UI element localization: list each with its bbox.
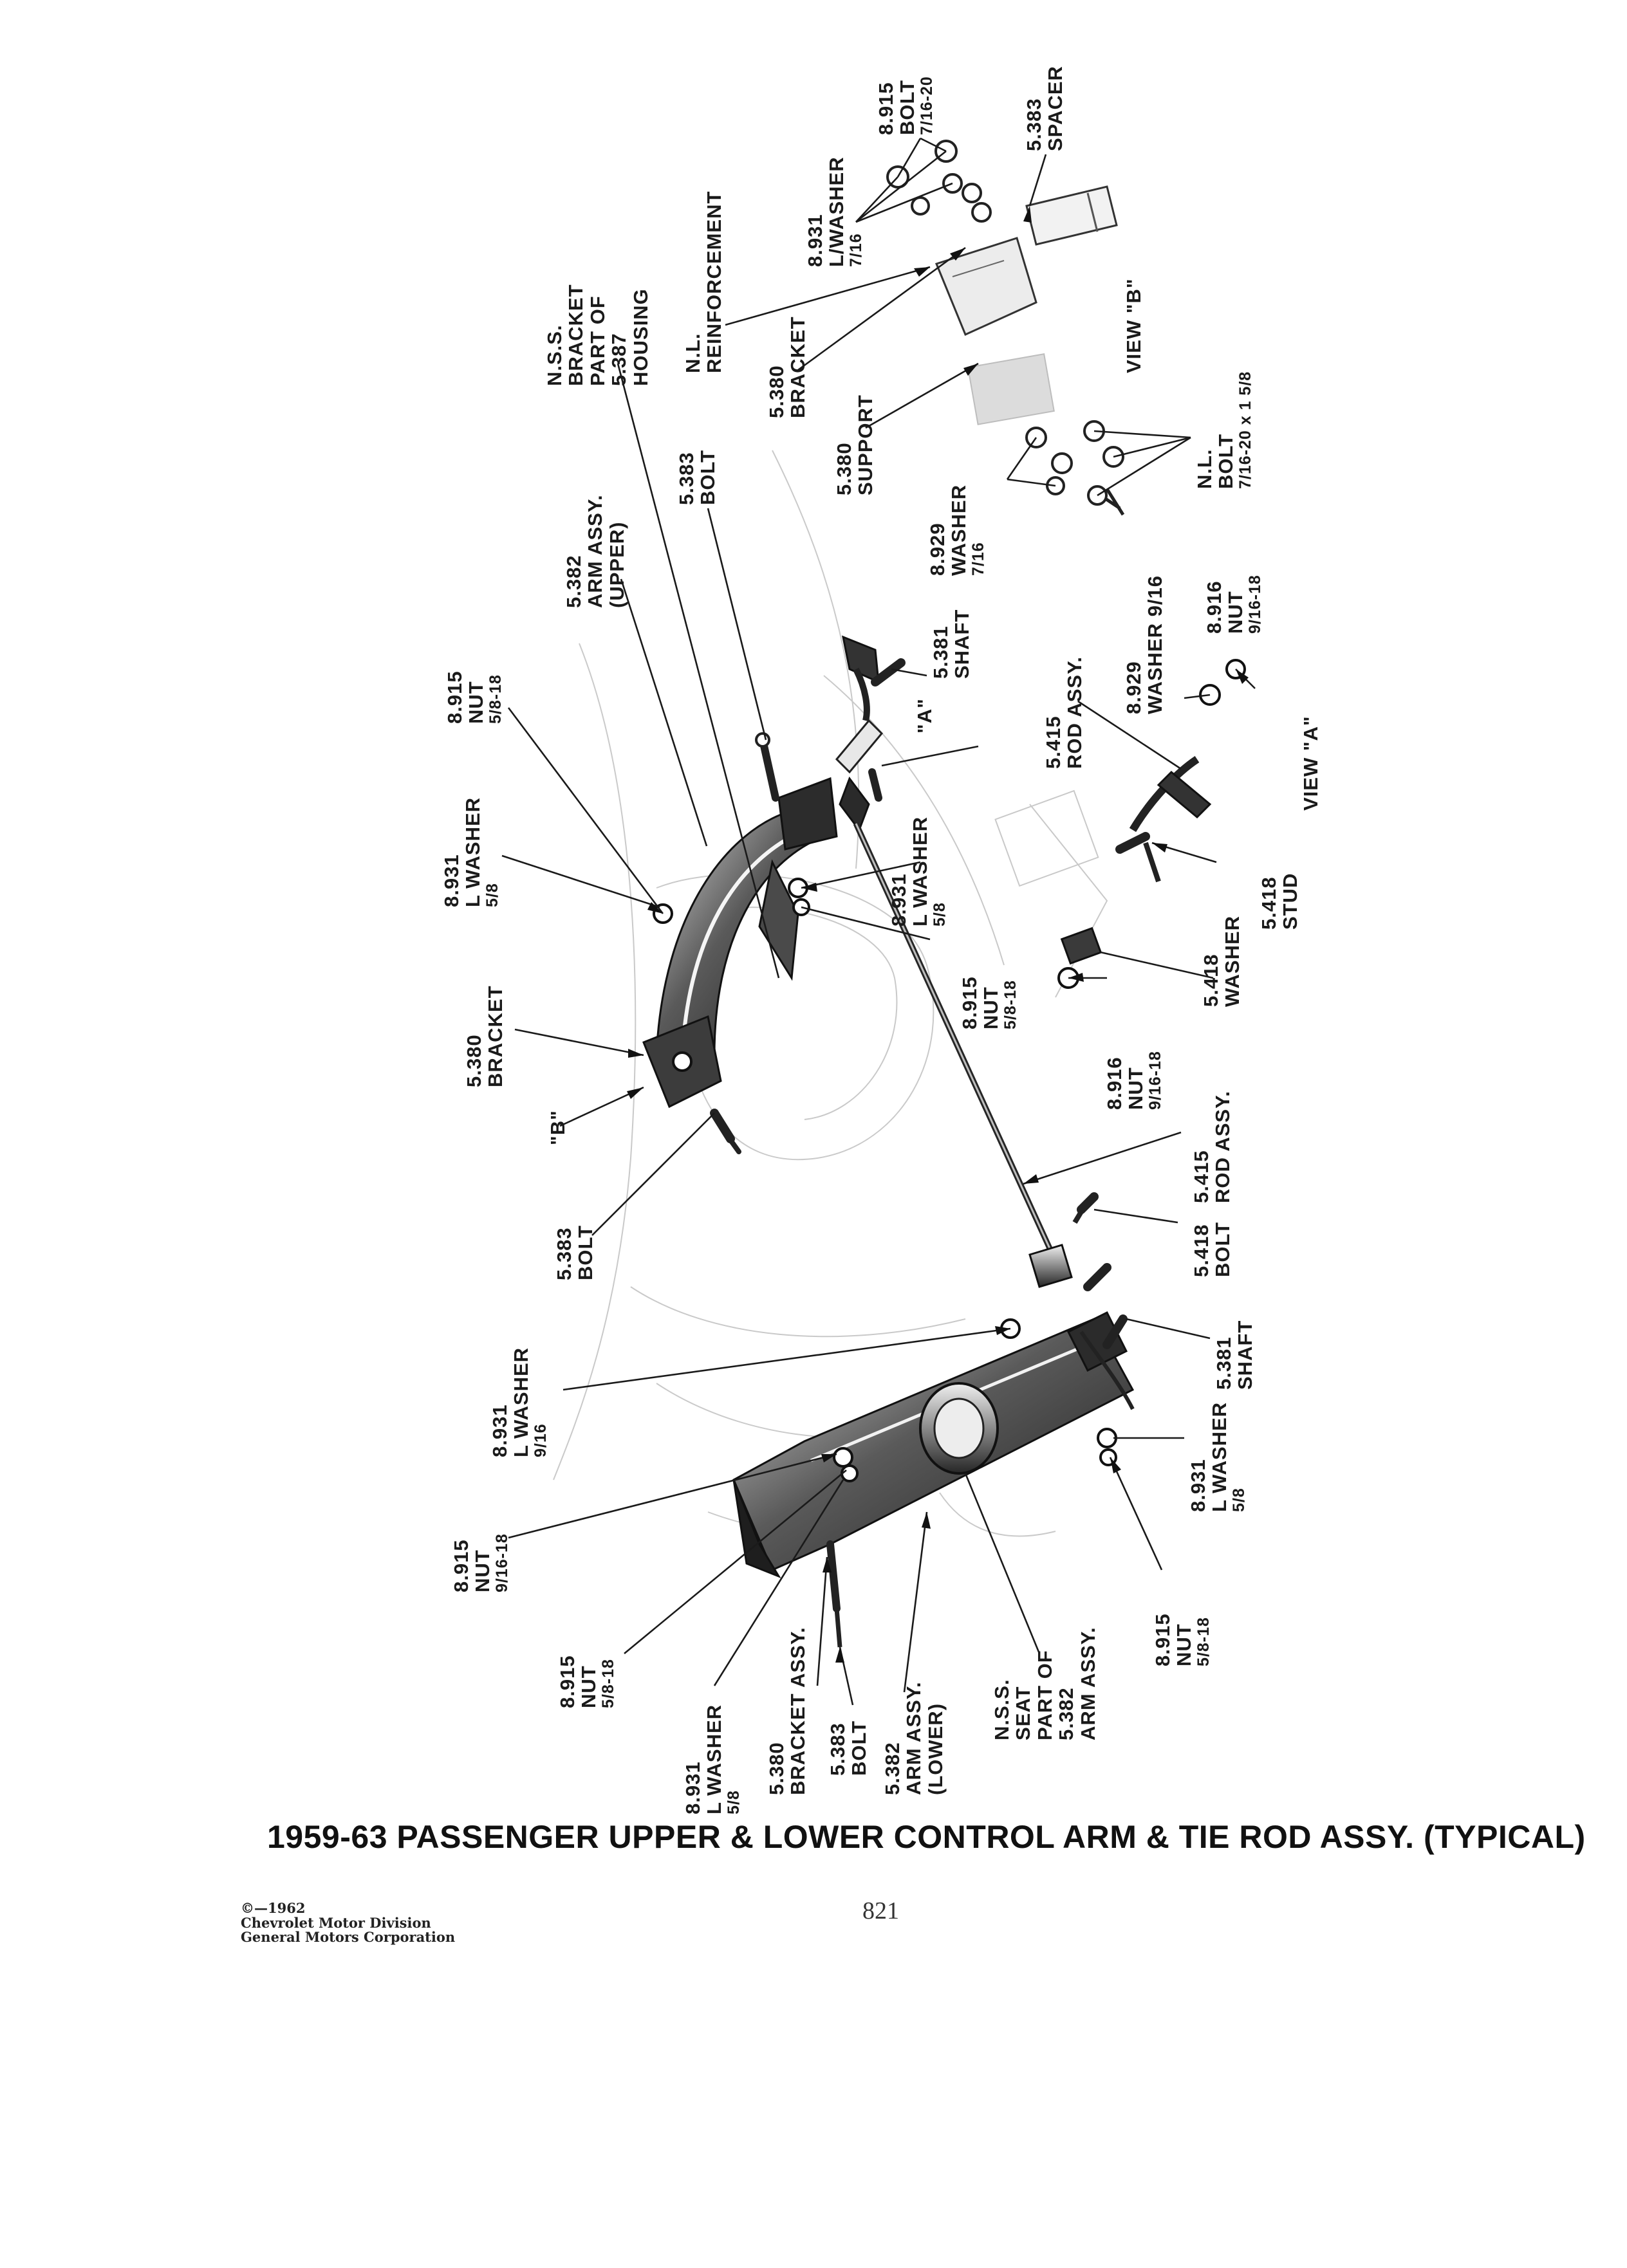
callout-line: ARM ASSY.: [1076, 1627, 1099, 1740]
callout-line: 5.380: [463, 1034, 485, 1087]
callout-nl-reinforcement: [682, 191, 725, 373]
callout-line: NUT: [1124, 1067, 1148, 1110]
callout-line: ARM ASSY.: [902, 1681, 925, 1795]
callout-line: 8.915: [443, 670, 466, 724]
callout-line: 9/16-18: [1146, 1051, 1164, 1110]
callout-bolt-418: [1191, 1222, 1234, 1277]
callout-line: 8.915: [556, 1655, 579, 1708]
callout-line: 7/16: [846, 233, 865, 267]
callout-nut-915-top: [444, 670, 505, 724]
callout-line: 5/8-18: [486, 674, 505, 724]
callout-lwasher-916: [489, 1347, 550, 1457]
upper-control-arm: [644, 733, 837, 1152]
callout-line: 5/8: [724, 1790, 743, 1814]
callout-line: ROD ASSY.: [1063, 656, 1086, 769]
callout-line: SUPPORT: [854, 394, 877, 495]
callout-line: 5.381: [1213, 1336, 1235, 1390]
callout-bolt-viewb-top: [875, 76, 936, 135]
view-b-marker: "B": [546, 1110, 569, 1145]
callout-line: (LOWER): [924, 1702, 947, 1795]
callout-line: 5.418: [1190, 1224, 1213, 1277]
callout-line: 8.931: [682, 1761, 704, 1814]
callout-line: L WASHER: [461, 797, 485, 907]
callout-line: (UPPER): [605, 521, 628, 608]
callout-line: 7/16-20 x 1 5/8: [1236, 371, 1254, 489]
callout-line: 8.915: [958, 976, 981, 1029]
callout-line: 9/16-18: [1245, 575, 1264, 634]
callout-line: 8.929: [926, 522, 949, 576]
callout-line: 8.931: [1187, 1459, 1209, 1512]
copyright-year: ©—1962: [241, 1900, 306, 1916]
callout-line: NUT: [465, 681, 488, 724]
callout-line: STUD: [1279, 872, 1302, 930]
view-b-caption: VIEW "B": [1122, 278, 1145, 373]
callout-nut-916-a: [1204, 575, 1264, 634]
copyright-block: [241, 1901, 455, 1945]
callout-line: BOLT: [574, 1224, 597, 1280]
callout-line: NUT: [1224, 591, 1247, 634]
callout-line: N.L.: [1193, 448, 1216, 489]
callout-nl-bolt: [1194, 371, 1254, 489]
callout-nut-lower-right: [1152, 1613, 1213, 1666]
callout-line: 8.931: [888, 873, 910, 927]
callout-line: 5.380: [833, 442, 855, 495]
callout-shaft-lower: [1213, 1320, 1256, 1390]
callout-line: 5/8: [930, 902, 949, 927]
callout-line: BOLT: [848, 1720, 871, 1776]
callout-line: N.S.S.: [990, 1679, 1013, 1740]
callout-nut-lower-left: [557, 1655, 617, 1708]
callout-line: 8.915: [1151, 1613, 1174, 1666]
callout-line: HOUSING: [629, 288, 652, 386]
callout-line: 5.387: [608, 333, 631, 386]
callout-bolt-383-bottom: [827, 1720, 870, 1776]
callout-nut-916-mid: [1104, 1051, 1164, 1110]
callout-line: N.L.: [682, 333, 704, 373]
copyright-division: Chevrolet Motor Division: [241, 1914, 431, 1931]
callout-line: SPACER: [1044, 66, 1067, 151]
callout-line: L WASHER: [703, 1704, 726, 1814]
lower-control-arm: [734, 1268, 1133, 1647]
callout-line: BOLT: [1214, 433, 1238, 489]
callout-line: NUT: [1173, 1623, 1196, 1666]
callout-line: SEAT: [1012, 1686, 1035, 1740]
view-a-caption: VIEW "A": [1299, 715, 1322, 811]
callout-line: 5.418: [1258, 876, 1280, 930]
callout-rod-assy: [1191, 1091, 1234, 1203]
callout-line: NUT: [471, 1549, 494, 1592]
callout-lower-arm: [882, 1681, 946, 1795]
callout-line: WASHER 9/16: [1144, 575, 1167, 714]
callout-line: 5.415: [1190, 1150, 1213, 1203]
callout-upper-arm: [563, 494, 628, 608]
callout-lwasher-lower-right: [1187, 1402, 1248, 1512]
callout-line: L WASHER: [510, 1347, 533, 1457]
callout-line: 7/16: [969, 542, 987, 576]
callout-bolt-383-mid: [553, 1225, 597, 1280]
copyright-corporation: General Motors Corporation: [241, 1929, 456, 1946]
callout-line: BOLT: [1211, 1221, 1234, 1277]
callout-washer-929-a: [1123, 575, 1166, 714]
callout-line: 5.418: [1200, 954, 1222, 1007]
callout-line: 5.380: [765, 1742, 788, 1795]
callout-line: 8.916: [1203, 580, 1225, 634]
callout-line: BRACKET: [484, 985, 507, 1087]
callout-line: 5.383: [1023, 98, 1045, 151]
callout-line: 8.929: [1122, 661, 1145, 714]
callout-line: WASHER: [947, 484, 971, 576]
callout-stud: [1258, 873, 1301, 930]
callout-bolt-383-top: [676, 450, 719, 505]
callout-bracket-assy: [766, 1627, 809, 1795]
callout-line: 5/8: [483, 883, 501, 907]
callout-nss-bracket: [544, 284, 651, 386]
callout-spacer: [1023, 66, 1066, 151]
callout-line: 5.381: [929, 625, 952, 679]
callout-support: [833, 394, 877, 495]
callout-line: 8.931: [488, 1404, 511, 1457]
callout-lwasher-upper-right: [888, 816, 949, 927]
callout-washer-418: [1200, 916, 1243, 1007]
callout-line: 8.915: [450, 1539, 472, 1592]
callout-line: 8.915: [875, 82, 897, 135]
callout-line: 5.415: [1042, 715, 1065, 769]
callout-line: 5.382: [881, 1742, 904, 1795]
callout-line: 5.383: [826, 1722, 849, 1776]
callout-line: BOLT: [696, 449, 720, 505]
callout-lwasher-upper-left: [441, 797, 501, 907]
callout-line: L WASHER: [909, 816, 932, 927]
callout-shaft-upper: [930, 609, 973, 679]
callout-line: 5.380: [765, 365, 788, 418]
callout-line: BOLT: [896, 79, 919, 135]
view-a-marker: "A": [913, 698, 936, 733]
callout-line: BRACKET: [786, 316, 810, 418]
view-b-parts: [888, 141, 1123, 515]
callout-washer-viewb: [804, 156, 865, 267]
callout-line: 5/8: [1229, 1488, 1248, 1512]
callout-line: 5/8-18: [599, 1659, 617, 1708]
callout-line: 7/16-20: [917, 76, 936, 135]
callout-line: L/WASHER: [825, 156, 848, 267]
callout-rod-assy-viewa: [1043, 656, 1086, 769]
callout-bracket-viewb: [766, 316, 809, 418]
callout-line: PART OF: [586, 295, 609, 386]
callout-line: WASHER: [1221, 915, 1244, 1007]
callout-line: REINFORCEMENT: [703, 190, 726, 373]
callout-lwasher-lower-left: [682, 1704, 743, 1814]
callout-line: 5.382: [562, 555, 585, 608]
callout-bracket-380: [463, 985, 507, 1087]
callout-line: 9/16: [531, 1423, 550, 1457]
callout-line: 8.931: [804, 214, 826, 267]
callout-line: 5/8-18: [1001, 980, 1019, 1029]
callout-line: SHAFT: [951, 609, 974, 679]
callout-line: 8.916: [1103, 1056, 1126, 1110]
callout-washer-929-b: [927, 484, 987, 576]
callout-nss-seat: [991, 1627, 1099, 1740]
page-number: 821: [862, 1897, 899, 1924]
callout-line: 5.383: [553, 1227, 575, 1280]
callout-line: NUT: [577, 1665, 600, 1708]
callout-line: NUT: [980, 986, 1003, 1029]
callout-line: 5/8-18: [1194, 1617, 1213, 1666]
callout-line: SHAFT: [1234, 1320, 1257, 1390]
callout-nut-915-9-16: [451, 1533, 511, 1592]
callout-line: 5.383: [675, 452, 698, 505]
callout-line: ROD ASSY.: [1211, 1091, 1234, 1203]
callout-line: 5.382: [1055, 1687, 1078, 1740]
page-title: 1959-63 PASSENGER UPPER & LOWER CONTROL ARM & TIE ROD ASSY. (TYPICAL): [267, 1819, 1586, 1855]
callout-line: BRACKET ASSY.: [786, 1627, 810, 1795]
callout-line: BRACKET: [564, 284, 588, 386]
callout-line: N.S.S.: [543, 324, 566, 386]
callout-nut-upper-right: [959, 976, 1019, 1029]
callout-line: ARM ASSY.: [584, 494, 607, 608]
callout-line: L WASHER: [1208, 1401, 1231, 1512]
callout-line: 9/16-18: [492, 1533, 511, 1592]
callout-line: 8.931: [440, 854, 463, 907]
callout-line: PART OF: [1033, 1650, 1056, 1740]
